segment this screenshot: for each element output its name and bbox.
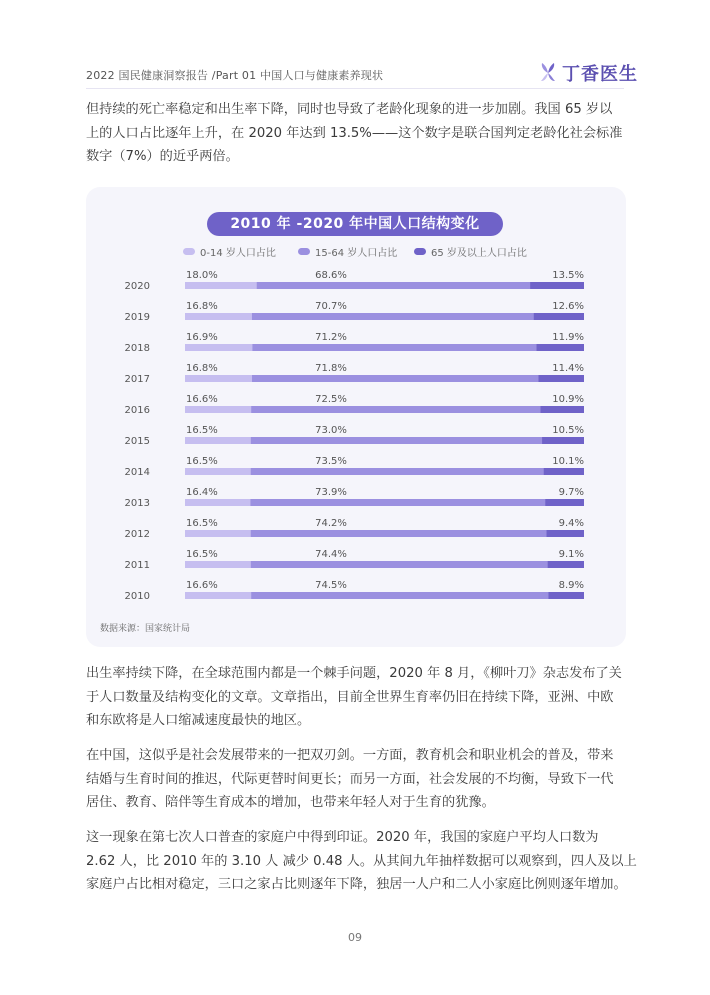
year-label: 2020	[124, 281, 150, 292]
data-label: 16.8%	[186, 363, 218, 374]
legend-label: 15-64 岁人口占比	[315, 248, 398, 259]
paragraph-line: 结婚与生育时间的推迟，代际更替时间更长；而另一方面，社会发展的不均衡，导致下一代	[86, 771, 614, 787]
paragraph-birthrate	[86, 662, 626, 733]
bar-segment	[251, 406, 541, 413]
bar-segment	[250, 499, 545, 506]
header-divider	[86, 88, 624, 89]
bar-segment	[252, 344, 537, 351]
paragraph-line: 数字（7%）的近乎两倍。	[86, 149, 239, 164]
bar-segment	[539, 375, 584, 382]
bar-segment	[251, 530, 547, 537]
data-label: 74.5%	[315, 580, 347, 591]
bar-segment	[185, 282, 257, 289]
data-label: 8.9%	[558, 580, 584, 591]
data-label: 16.8%	[186, 301, 218, 312]
data-label: 16.5%	[186, 518, 218, 529]
year-label: 2019	[124, 312, 150, 323]
data-label: 16.9%	[186, 332, 218, 343]
paragraph-line: 上的人口占比逐年上升，在 2020 年达到 13.5%——这个数字是联合国判定老龄化社会标准	[86, 125, 623, 141]
data-label: 12.6%	[552, 301, 584, 312]
data-label: 9.1%	[558, 549, 584, 560]
bar-segment	[542, 437, 584, 444]
header-title: 2022 国民健康洞察报告 /Part 01 中国人口与健康素养现状	[86, 69, 384, 82]
paragraph-aging	[86, 98, 626, 169]
year-label: 2011	[124, 560, 150, 571]
paragraph-line: 在中国，这似乎是社会发展带来的一把双刃剑。一方面，教育机会和职业机会的普及，带来	[86, 748, 614, 763]
bar-segment	[251, 468, 544, 475]
population-structure-chart	[86, 187, 626, 647]
bar-segment	[545, 499, 584, 506]
paragraph-china	[86, 744, 626, 815]
year-label: 2010	[124, 591, 150, 602]
bar-segment	[530, 282, 584, 289]
data-label: 16.6%	[186, 394, 218, 405]
data-label: 16.5%	[186, 425, 218, 436]
paragraph-line: 这一现象在第七次人口普查的家庭户中得到印证。2020 年，我国的家庭户平均人口数为	[86, 830, 599, 845]
paragraph-household	[86, 826, 637, 897]
data-label: 11.4%	[552, 363, 584, 374]
paragraph-line: 2.62 人，比 2010 年的 3.10 人 减少 0.48 人。从其间九年抽样数据可以观察到，四人及以上	[86, 853, 637, 869]
bar-segment	[185, 592, 252, 599]
bar-segment	[251, 561, 548, 568]
data-label: 72.5%	[315, 394, 347, 405]
legend-label: 0-14 岁人口占比	[200, 248, 276, 259]
chart-title: 2010 年 -2020 年中国人口结构变化	[207, 212, 503, 236]
legend-label: 65 岁及以上人口占比	[431, 248, 527, 259]
bar-segment	[185, 437, 251, 444]
data-label: 71.8%	[315, 363, 347, 374]
bar-segment	[548, 561, 584, 568]
data-label: 9.4%	[558, 518, 584, 529]
bar-segment	[541, 406, 584, 413]
clove-flower-icon	[538, 62, 558, 84]
bar-segment	[544, 468, 584, 475]
data-label: 68.6%	[315, 270, 347, 281]
paragraph-line: 和东欧将是人口缩减速度最快的地区。	[86, 713, 311, 728]
year-label: 2015	[124, 436, 150, 447]
data-label: 18.0%	[186, 270, 218, 281]
bar-segment	[185, 468, 251, 475]
data-label: 10.9%	[552, 394, 584, 405]
bar-segment	[257, 282, 531, 289]
bar-segment	[185, 313, 252, 320]
bar-segment	[251, 592, 549, 599]
year-label: 2017	[124, 374, 150, 385]
data-label: 74.4%	[315, 549, 347, 560]
bar-segment	[252, 313, 534, 320]
bar-segment	[185, 406, 252, 413]
logo	[538, 60, 638, 86]
bar-segment	[185, 499, 251, 506]
data-source: 数据来源：国家统计局	[100, 624, 191, 634]
data-label: 73.5%	[315, 456, 347, 467]
data-label: 16.5%	[186, 456, 218, 467]
bar-segment	[534, 313, 584, 320]
year-label: 2016	[124, 405, 150, 416]
data-label: 13.5%	[552, 270, 584, 281]
data-label: 10.5%	[552, 425, 584, 436]
year-label: 2013	[124, 498, 150, 509]
page-number: 09	[348, 931, 362, 944]
paragraph-line: 居住、教育、陪伴等生育成本的增加，也带来年轻人对于生育的犹豫。	[86, 795, 495, 810]
data-label: 70.7%	[315, 301, 347, 312]
year-label: 2018	[124, 343, 150, 354]
data-label: 16.5%	[186, 549, 218, 560]
year-label: 2014	[124, 467, 150, 478]
data-label: 9.7%	[558, 487, 584, 498]
data-label: 74.2%	[315, 518, 347, 529]
paragraph-line: 出生率持续下降，在全球范围内都是一个棘手问题，2020 年 8 月，《柳叶刀》杂志发布了关	[86, 666, 622, 681]
logo-text: 丁香医生	[562, 64, 638, 85]
data-label: 11.9%	[552, 332, 584, 343]
bar-segment	[185, 344, 253, 351]
data-label: 71.2%	[315, 332, 347, 343]
bar-segment	[537, 344, 584, 351]
paragraph-line: 但持续的死亡率稳定和出生率下降，同时也导致了老龄化现象的进一步加剧。我国 65 岁以	[86, 102, 613, 117]
bar-segment	[547, 530, 584, 537]
data-label: 10.1%	[552, 456, 584, 467]
year-label: 2012	[124, 529, 150, 540]
bar-segment	[185, 561, 251, 568]
paragraph-line: 家庭户占比相对稳定，三口之家占比则逐年下降，独居一人户和二人小家庭比例则逐年增加。	[86, 877, 627, 892]
bar-segment	[252, 375, 539, 382]
bar-segment	[185, 375, 253, 382]
data-label: 16.6%	[186, 580, 218, 591]
bar-segment	[548, 592, 584, 599]
data-label: 73.0%	[315, 425, 347, 436]
paragraph-line: 于人口数量及结构变化的文章。文章指出，目前全世界生育率仍旧在持续下降，亚洲、中欧	[86, 689, 614, 705]
data-label: 16.4%	[186, 487, 218, 498]
data-label: 73.9%	[315, 487, 347, 498]
bar-segment	[185, 530, 251, 537]
bar-segment	[251, 437, 543, 444]
